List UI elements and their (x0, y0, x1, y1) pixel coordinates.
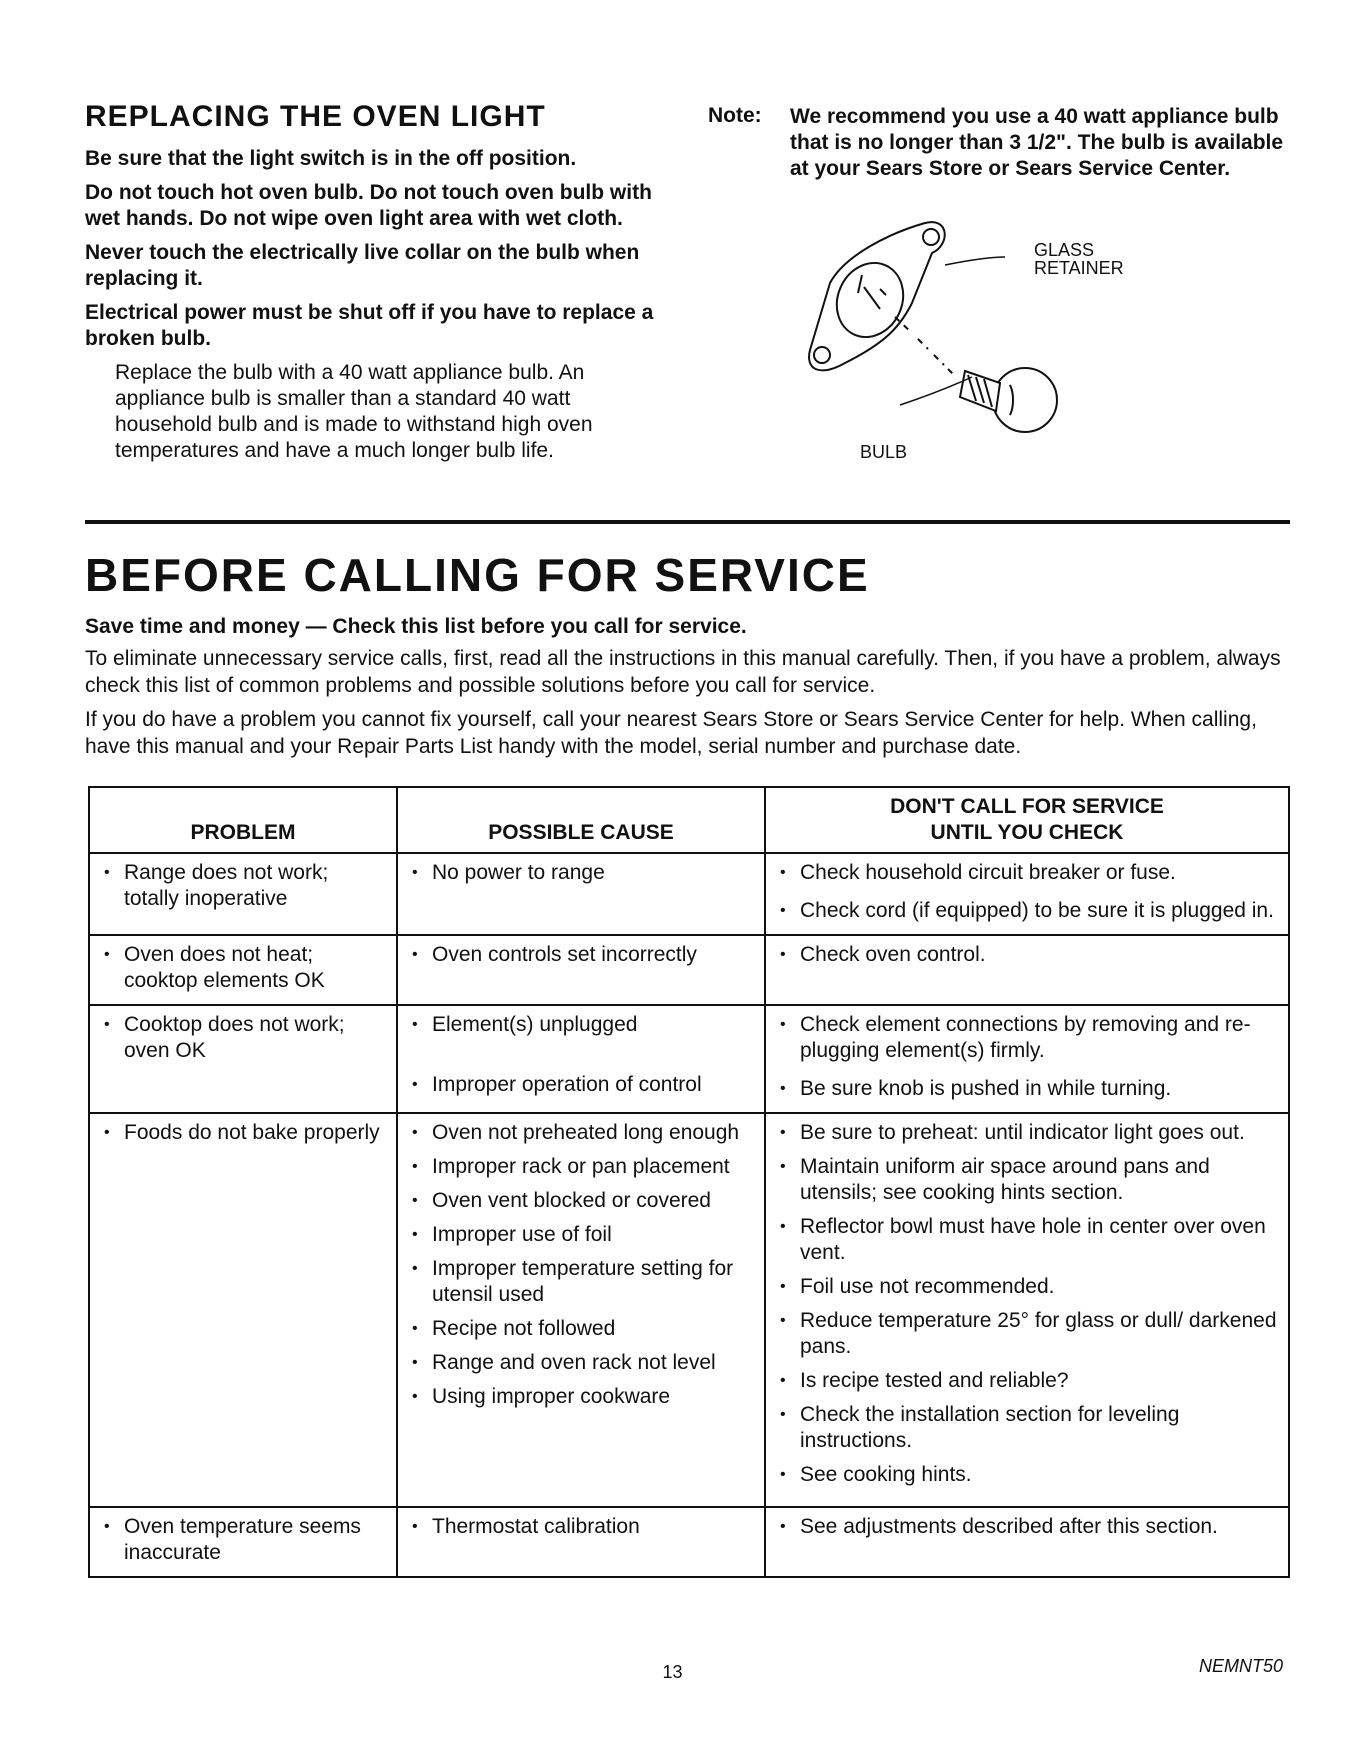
warning-switch-off: Be sure that the light switch is in the off position. (85, 147, 577, 170)
problem-cell: • Oven temperature seems inaccurate (100, 1514, 386, 1566)
check-item: • Check cord (if equipped) to be sure it is plugged in. (776, 898, 1278, 924)
cause-item: • Oven vent blocked or covered (408, 1188, 754, 1214)
cause-item: • Recipe not followed (408, 1316, 754, 1342)
check-item: • See adjustments described after this section. (776, 1514, 1278, 1540)
cause-item: • Using improper cookware (408, 1384, 754, 1410)
check-item: • Be sure knob is pushed in while turning. (776, 1076, 1278, 1102)
check-item: • Is recipe tested and reliable? (776, 1368, 1278, 1394)
cause-item: • Element(s) unplugged (408, 1012, 754, 1038)
bulb-illustration (960, 368, 1057, 432)
cause-item: • Oven controls set incorrectly (408, 942, 754, 968)
header-problem: PROBLEM (89, 787, 397, 853)
warning-hot-bulb: Do not touch hot oven bulb. Do not touch oven bulb with wet hands. Do not wipe oven light area with wet cloth. (85, 181, 652, 230)
check-item: • Be sure to preheat: until indicator light goes out. (776, 1120, 1278, 1146)
header-cause: POSSIBLE CAUSE (397, 787, 765, 853)
section-divider (85, 520, 1290, 524)
retainer-label: RETAINER (1034, 258, 1124, 278)
troubleshooting-table (88, 786, 1290, 1578)
cause-item: • Improper rack or pan placement (408, 1154, 754, 1180)
check-item: • Foil use not recommended. (776, 1274, 1278, 1300)
check-item: • Maintain uniform air space around pans and utensils; see cooking hints section. (776, 1154, 1278, 1206)
page-number: 13 (662, 1662, 683, 1682)
cause-item: • Range and oven rack not level (408, 1350, 754, 1376)
check-item: • Check the installation section for leveling instructions. (776, 1402, 1278, 1454)
table-row (89, 1507, 1289, 1577)
cause-item: • Oven not preheated long enough (408, 1120, 754, 1146)
service-title: BEFORE CALLING FOR SERVICE (85, 549, 870, 601)
header-check-line2: UNTIL YOU CHECK (930, 821, 1124, 844)
table-row (89, 853, 1289, 935)
glass-retainer-illustration (809, 222, 956, 377)
problem-cell: • Foods do not bake properly (100, 1120, 386, 1146)
note-label: Note: (708, 104, 762, 127)
oven-light-title: REPLACING THE OVEN LIGHT (85, 100, 546, 133)
check-item: • Check household circuit breaker or fuse. (776, 860, 1278, 886)
warning-broken-bulb: Electrical power must be shut off if you have to replace a broken bulb. (85, 301, 654, 350)
document-code: NEMNT50 (1198, 1656, 1283, 1676)
table-header-row (89, 787, 1289, 853)
cause-item: • Improper temperature setting for utensil used (408, 1256, 754, 1308)
bulb-label: BULB (860, 442, 908, 462)
service-paragraph-2: If you do have a problem you cannot fix yourself, call your nearest Sears Store or Sears Service Center for help. When calling, have this manual and your Repair Parts List handy with the model, serial number and purchase date. (85, 708, 1257, 758)
table-row (89, 935, 1289, 1005)
check-item: • Reflector bowl must have hole in center over oven vent. (776, 1214, 1278, 1266)
check-item: • Check oven control. (776, 942, 1278, 968)
oven-light-warnings (85, 146, 665, 464)
check-item: • Check element connections by removing and re-plugging element(s) firmly. (776, 1012, 1278, 1064)
warning-live-collar: Never touch the electrically live collar on the bulb when replacing it. (85, 241, 640, 290)
cause-item: • No power to range (408, 860, 754, 886)
check-item: • See cooking hints. (776, 1462, 1278, 1488)
cause-item: • Improper use of foil (408, 1222, 754, 1248)
cause-item: • Improper operation of control (408, 1072, 754, 1098)
glass-label: GLASS (1034, 240, 1095, 260)
table-row (89, 1005, 1289, 1113)
cause-item: • Thermostat calibration (408, 1514, 754, 1540)
service-paragraph-1: To eliminate unnecessary service calls, first, read all the instructions in this manual carefully. Then, if you have a problem, always check this list of common problems and possible solutions before you call for service. (85, 647, 1281, 697)
header-check (765, 787, 1289, 853)
header-check-line1: DON'T CALL FOR SERVICE (890, 795, 1164, 818)
service-subtitle: Save time and money — Check this list before you call for service. (85, 615, 747, 638)
oven-light-instructions: Replace the bulb with a 40 watt appliance bulb. An appliance bulb is smaller than a standard 40 watt household bulb and is made to withstand high oven temperatures and have a much longer bulb life. (115, 361, 593, 462)
check-item: • Reduce temperature 25° for glass or dull/ darkened pans. (776, 1308, 1278, 1360)
table-row (89, 1113, 1289, 1507)
problem-cell: • Cooktop does not work; oven OK (100, 1012, 386, 1064)
note-text: We recommend you use a 40 watt appliance bulb that is no longer than 3 1/2". The bulb is available at your Sears Store or Sears Service Center. (790, 105, 1284, 180)
problem-cell: • Oven does not heat; cooktop elements OK (100, 942, 386, 994)
problem-cell: • Range does not work; totally inoperative (100, 860, 386, 912)
